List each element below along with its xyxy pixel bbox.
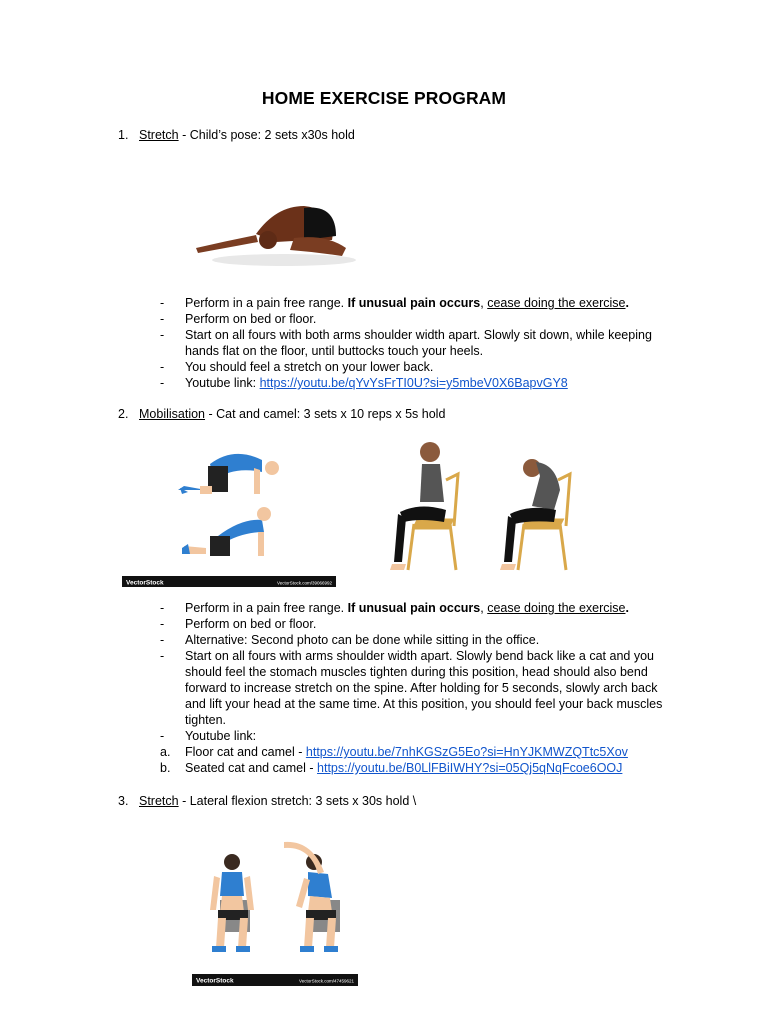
instruction-item: - Youtube link: [160,729,257,743]
childs-pose-image [186,178,366,282]
section-1-instructions [160,295,680,391]
section-2-instructions [160,600,680,776]
youtube-link[interactable]: https://youtu.be/qYvYsFrTI0U?si=y5mbeV0X6BapvGY8 [259,376,568,390]
watermark-left: VectorStock [196,977,234,985]
cat-camel-seated-image [374,430,590,578]
section-title: - Child’s pose: 2 sets x30s hold [178,128,355,142]
section-1-heading [118,128,355,142]
instruction-item: - Youtube link: https://youtu.be/qYvYsFrTI0U?si=y5mbeV0X6BapvGY8 [160,376,568,390]
instruction-item: - Perform in a pain free range. If unusual pain occurs, cease doing the exercise. [160,601,629,615]
section-category: Stretch [139,794,179,808]
watermark-right: VectorStock.com/39066992 [276,580,332,586]
section-3-heading [118,794,416,808]
instruction-item: - Start on all fours with arms shoulder width apart. Slowly bend back like a cat and you should feel the stomach muscles tighten during this position, head should also bend forward to increase stretch on the spine. After holding for 5 seconds, slowly arch back and lift your head at the same time. At this position, you should feel your back muscles tighten. [160,649,663,727]
watermark-left: VectorStock [126,579,164,587]
cat-camel-floor-image [122,436,338,588]
page-title: HOME EXERCISE PROGRAM [261,88,507,108]
instruction-item: a. Floor cat and camel - https://youtu.be/7nhKGSzG5Eo?si=HnYJKMWZQTtc5Xov [160,745,628,759]
instruction-item: - Start on all fours with both arms shoulder width apart. Slowly sit down, while keeping hands flat on the floor, until buttocks touch your heels. [160,328,652,358]
section-category: Stretch [139,128,179,142]
section-title: - Lateral flexion stretch: 3 sets x 30s hold \ [178,794,417,808]
section-title: - Cat and camel: 3 sets x 10 reps x 5s hold [205,407,446,421]
youtube-link-seated[interactable]: https://youtu.be/B0LlFBiIWHY?si=05Qj5qNqFcoe6OOJ [317,761,623,775]
section-number: 3. [118,794,129,808]
instruction-item: - Perform on bed or floor. [160,617,317,631]
section-2-heading [118,407,445,421]
instruction-item: b. Seated cat and camel - https://youtu.be/B0LlFBiIWHY?si=05Qj5qNqFcoe6OOJ [160,761,623,775]
instruction-item: - You should feel a stretch on your lower back. [160,360,434,374]
watermark-right: VectorStock.com/47459621 [298,978,354,984]
instruction-item: - Perform in a pain free range. If unusual pain occurs, cease doing the exercise. [160,296,629,310]
instruction-item: - Perform on bed or floor. [160,312,317,326]
section-category: Mobilisation [139,407,206,421]
instruction-item: - Alternative: Second photo can be done while sitting in the office. [160,633,540,647]
section-number: 2. [118,407,129,421]
section-number: 1. [118,128,129,142]
youtube-link-floor[interactable]: https://youtu.be/7nhKGSzG5Eo?si=HnYJKMWZQTtc5Xov [305,745,628,759]
lateral-flexion-image [192,822,360,988]
